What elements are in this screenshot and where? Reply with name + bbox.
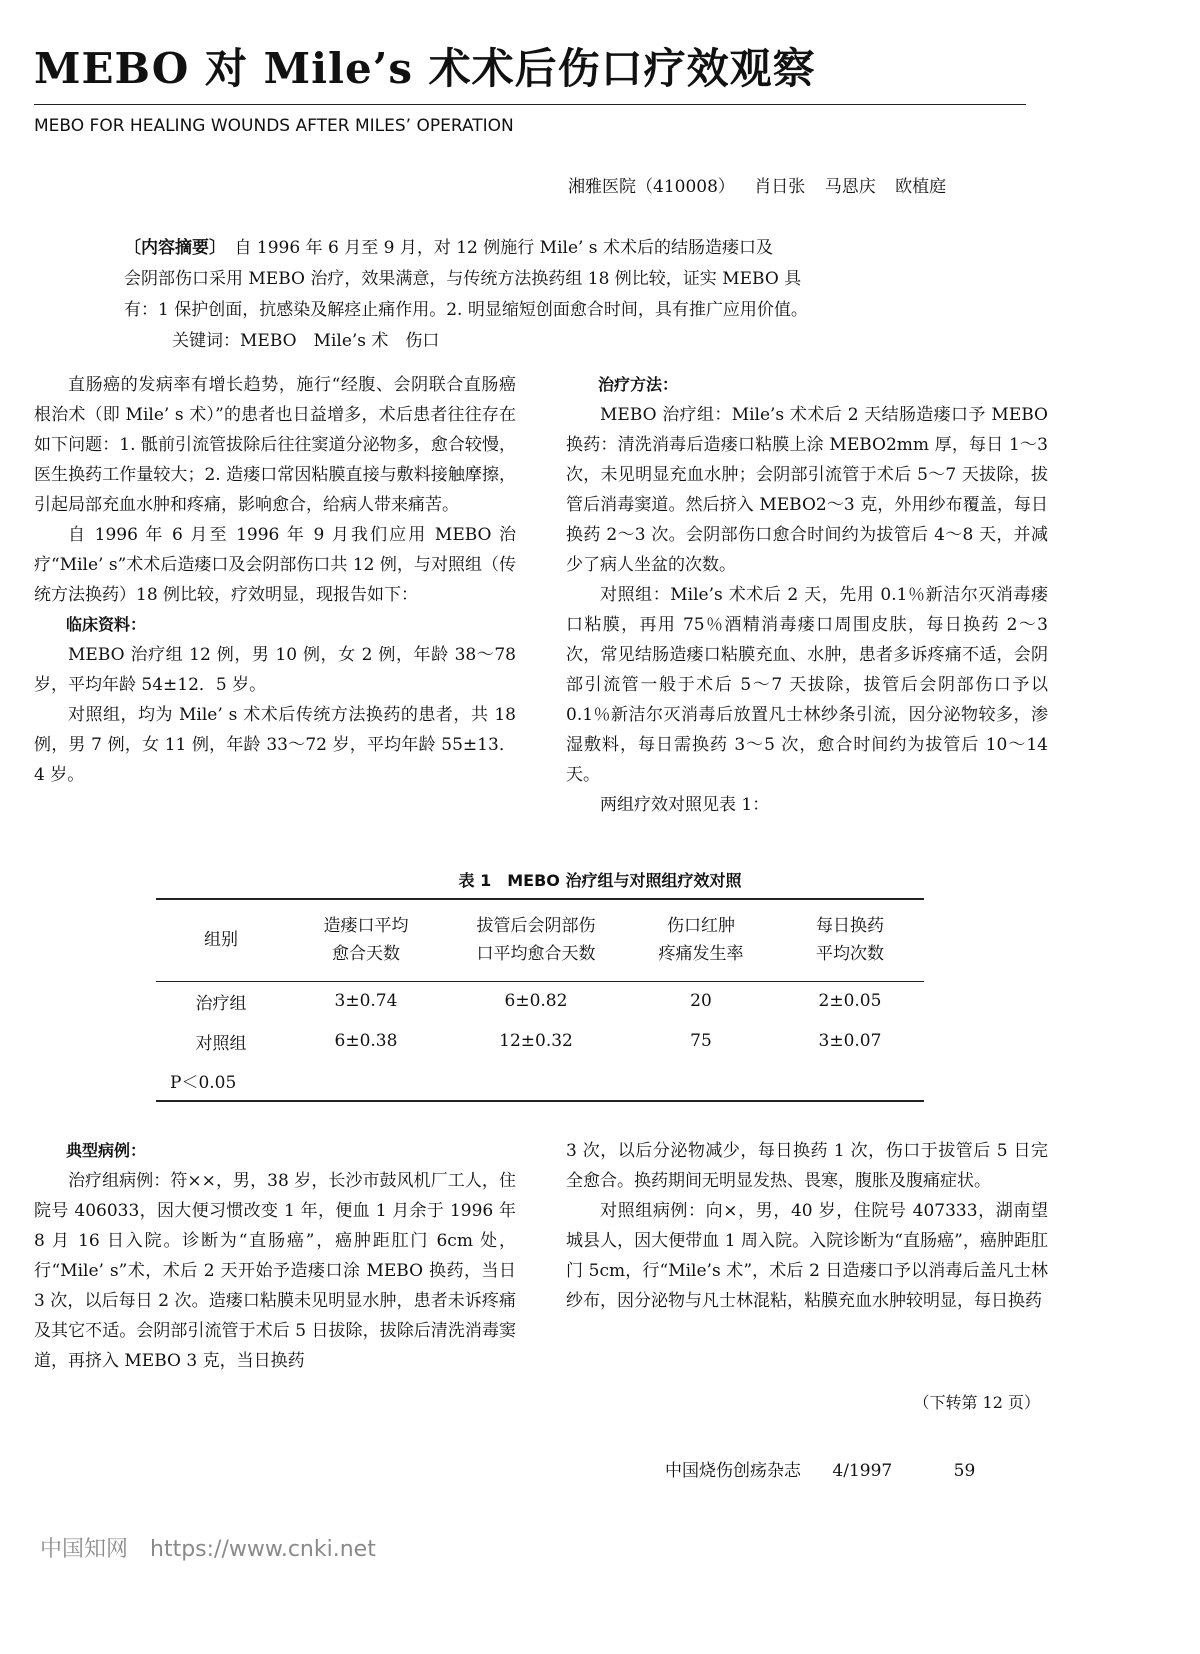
paragraph: 自 1996 年 6 月至 1996 年 9 月我们应用 MEBO 治疗“Mile’ s”术术后造瘘口及会阴部伤口共 12 例，与对照组（传统方法换药）18 例比较，疗效明显，现报告如下： — [34, 525, 516, 605]
right-column-top — [566, 370, 1048, 820]
author-name: 欧植庭 — [895, 177, 947, 197]
author-name: 肖日张 — [754, 177, 806, 197]
results-table — [156, 898, 924, 1102]
right-column-bottom — [566, 1136, 1048, 1316]
column-header: 伤口红肿 疼痛发生率 — [626, 899, 776, 981]
paragraph: 3 次，以后分泌物减少，每日换药 1 次，伤口于拔管后 5 日完全愈合。换药期间无明显发热、畏寒，腹胀及腹痛症状。 — [566, 1141, 1048, 1191]
page-number: 59 — [953, 1461, 976, 1481]
table-row: 对照组 6±0.38 12±0.32 75 3±0.07 — [195, 1031, 882, 1054]
paragraph: 对照组，均为 Mile’ s 术术后传统方法换药的患者，共 18 例，男 7 例，女 11 例，年龄 33～72 岁，平均年龄 55±13．4 岁。 — [34, 705, 516, 785]
left-column-top — [34, 370, 516, 790]
abstract — [124, 233, 964, 357]
column-header: 每日换药 平均次数 — [776, 899, 924, 981]
column-header: 造瘘口平均 愈合天数 — [286, 899, 446, 981]
article-title: MEBO 对 Mile’s 术术后伤口疗效观察 — [34, 44, 816, 93]
column-header: 组别 — [156, 899, 286, 981]
paragraph: 对照组病例：向×，男，40 岁，住院号 407333，湖南望城县人，因大便带血 1 周入院。入院诊断为“直肠癌”，癌肿距肛门 5cm，行“Mile’s 术”，术后 2 日造瘘口予以消毒后盖凡士林纱布，因分泌物与凡士林混粘，粘膜充血水肿较明显，每日换药 — [566, 1201, 1048, 1311]
journal-name: 中国烧伤创疡杂志 — [665, 1461, 801, 1481]
author-line — [568, 172, 960, 197]
paragraph: MEBO 治疗组：Mile’s 术术后 2 天结肠造瘘口予 MEBO 换药：清洗消毒后造瘘口粘膜上涂 MEBO2mm 厚，每日 1～3 次，未见明显充血水肿；会阴部引流管于术后 5～7 天拔除，拔管后消毒窦道。然后挤入 MEBO2～3 克，外用纱布覆盖，每日换药 2～3 次。会阴部伤口愈合时间约为拔管后 4～8 天，并减少了病人坐盆的次数。 — [566, 405, 1048, 575]
continued-note: （下转第 12 页） — [913, 1393, 1040, 1412]
paragraph: 两组疗效对照见表 1： — [600, 795, 770, 815]
watermark — [40, 1532, 376, 1563]
paragraph: MEBO 治疗组 12 例，男 10 例，女 2 例，年龄 38～78 岁，平均年龄 54±12．5 岁。 — [34, 645, 516, 695]
watermark-brand: 中国知网 — [40, 1537, 129, 1562]
abstract-line: 有：1 保护创面，抗感染及解痉止痛作用。2. 明显缩短创面愈合时间，具有推广应用价值。 — [124, 300, 808, 320]
watermark-url: https://www.cnki.net — [150, 1537, 376, 1562]
journal-issue: 4/1997 — [832, 1461, 893, 1481]
table-header-row — [156, 899, 924, 981]
abstract-line: 〔内容摘要〕 自 1996 年 6 月至 9 月，对 12 例施行 Mile’ s 术术后的结肠造瘘口及 — [124, 238, 773, 258]
table-note: P＜0.05 — [156, 1061, 924, 1101]
abstract-label: 〔内容摘要〕 — [124, 238, 218, 258]
section-heading: 典型病例： — [66, 1141, 147, 1160]
section-heading: 临床资料： — [66, 615, 147, 634]
table-caption: 表 1 MEBO 治疗组与对照组疗效对照 — [458, 871, 742, 890]
table-row: 治疗组 3±0.74 6±0.82 20 2±0.05 — [195, 991, 882, 1014]
english-title: MEBO FOR HEALING WOUNDS AFTER MILES’ OPERATION — [34, 116, 514, 136]
paragraph: 直肠癌的发病率有增长趋势，施行“经腹、会阴联合直肠癌根治术（即 Mile’ s 术）”的患者也日益增多，术后患者往往存在如下问题：1. 骶前引流管拔除后往往窦道分泌物多，愈合较慢，医生换药工作量较大；2. 造瘘口常因粘膜直接与敷料接触摩擦，引起局部充血水肿和疼痛，影响愈合，给病人带来痛苦。 — [34, 375, 516, 515]
column-header: 拔管后会阴部伤 口平均愈合天数 — [446, 899, 626, 981]
left-column-bottom — [34, 1136, 516, 1376]
table-note-row — [156, 1061, 924, 1101]
title-rule — [34, 104, 1026, 105]
affiliation: 湘雅医院（410008） — [568, 177, 735, 197]
page-footer — [665, 1456, 1001, 1481]
section-heading: 治疗方法： — [598, 375, 679, 394]
paragraph: 对照组：Mile’s 术术后 2 天，先用 0.1％新洁尔灭消毒瘘口粘膜，再用 75％酒精消毒瘘口周围皮肤，每日换药 2～3 次，常见结肠造瘘口粘膜充血、水肿，患者多诉疼痛不适，会阴部引流管一般于术后 5～7 天拔除，拔管后会阴部伤口予以 0.1％新洁尔灭消毒后放置凡士林纱条引流，因分泌物较多，渗湿敷料，每日需换药 3～5 次，愈合时间约为拔管后 10～14 天。 — [566, 585, 1048, 785]
paragraph: 治疗组病例：符××，男，38 岁，长沙市鼓风机厂工人，住院号 406033，因大便习惯改变 1 年，便血 1 月余于 1996 年 8 月 16 日入院。诊断为“直肠癌”，癌肿距肛门 6cm 处，行“Mile’ s”术，术后 2 天开始予造瘘口涂 MEBO 换药，当日 3 次，以后每日 2 次。造瘘口粘膜未见明显水肿，患者未诉疼痛及其它不适。会阴部引流管于术后 5 日拔除，拔除后清洗消毒窦道，再挤入 MEBO 3 克，当日换药 — [34, 1171, 516, 1371]
keywords: 关键词：MEBO Mile’s 术 伤口 — [172, 331, 440, 351]
abstract-line: 会阴部伤口采用 MEBO 治疗，效果满意，与传统方法换药组 18 例比较，证实 MEBO 具 — [124, 269, 802, 289]
author-name: 马恩庆 — [824, 177, 876, 197]
